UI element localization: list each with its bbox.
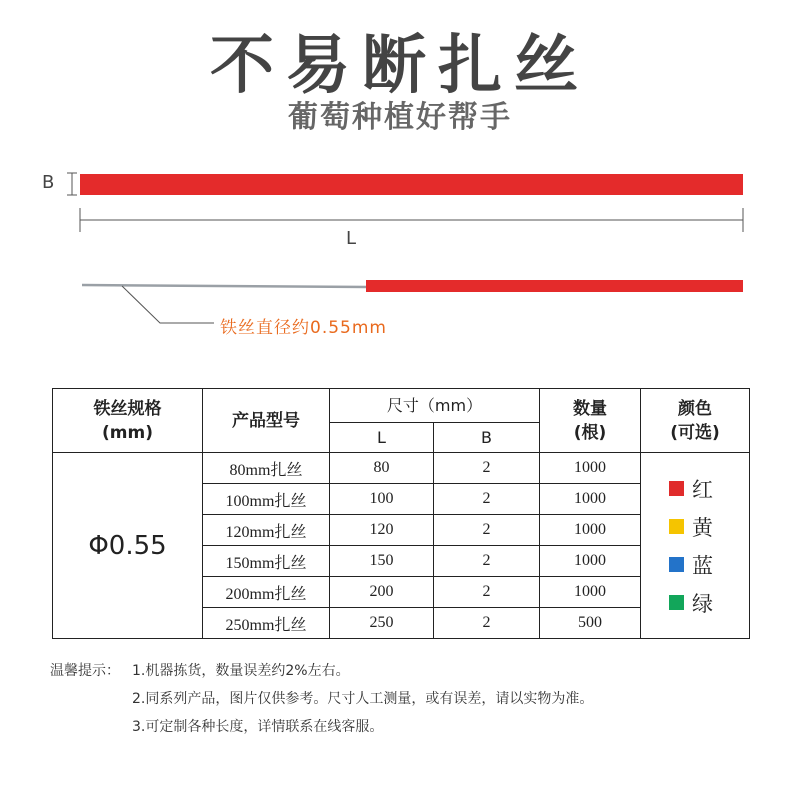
page-subtitle: 葡萄种植好帮手 [288, 100, 512, 135]
color-list [669, 474, 749, 618]
row-b: 2 [434, 515, 540, 546]
note-row [50, 657, 593, 685]
row-l: 200 [330, 577, 434, 608]
note-item: 1.机器拣货，数量误差约2%左右。 [132, 663, 350, 679]
row-l: 120 [330, 515, 434, 546]
green-swatch [669, 595, 684, 610]
row-qty: 500 [540, 608, 641, 639]
header-qty [540, 389, 641, 453]
page-title: 不易断扎丝 [210, 29, 590, 103]
header-spec-label: 铁丝规格 [93, 398, 162, 419]
note-item: 2.同系列产品，图片仅供参考。尺寸人工测量，或有误差，请以实物为准。 [132, 691, 594, 707]
row-model: 120mm扎丝 [203, 515, 330, 546]
wire-core [82, 285, 368, 287]
color-option-blue [669, 550, 713, 580]
color-label: 蓝 [692, 553, 713, 578]
note-indent [50, 713, 132, 741]
header-spec [53, 389, 203, 453]
row-qty: 1000 [540, 577, 641, 608]
table-row [53, 453, 750, 484]
row-b: 2 [434, 577, 540, 608]
header-b: B [434, 423, 540, 453]
row-b: 2 [434, 453, 540, 484]
header-qty-unit: (根) [573, 422, 607, 443]
header-model: 产品型号 [203, 389, 330, 453]
row-qty: 1000 [540, 484, 641, 515]
row-model: 80mm扎丝 [203, 453, 330, 484]
color-option-yellow [669, 512, 713, 542]
row-model: 100mm扎丝 [203, 484, 330, 515]
row-qty: 1000 [540, 453, 641, 484]
b-dimension-label: B [42, 172, 55, 193]
color-label: 黄 [692, 515, 713, 540]
row-model: 200mm扎丝 [203, 577, 330, 608]
color-options [641, 453, 750, 639]
header-color [641, 389, 750, 453]
spec-value: Φ0.55 [53, 453, 203, 639]
header-spec-unit: (mm) [102, 422, 153, 443]
row-model: 250mm扎丝 [203, 608, 330, 639]
header-color-label: 颜色 [678, 398, 712, 419]
row-l: 250 [330, 608, 434, 639]
row-l: 80 [330, 453, 434, 484]
color-option-red [669, 474, 713, 504]
blue-swatch [669, 557, 684, 572]
header-color-note: (可选) [670, 422, 720, 443]
yellow-swatch [669, 519, 684, 534]
color-label: 红 [692, 477, 713, 502]
note-row [50, 685, 593, 713]
notes-prefix: 温馨提示： [50, 663, 120, 679]
tie-wire-full [80, 174, 743, 195]
row-qty: 1000 [540, 515, 641, 546]
leader-line [122, 286, 214, 323]
spec-table [52, 388, 750, 639]
header-qty-label: 数量 [573, 398, 607, 419]
row-b: 2 [434, 484, 540, 515]
note-row [50, 713, 593, 741]
row-qty: 1000 [540, 546, 641, 577]
row-model: 150mm扎丝 [203, 546, 330, 577]
color-option-green [669, 588, 713, 618]
row-b: 2 [434, 608, 540, 639]
note-indent [50, 685, 132, 713]
header-l: L [330, 423, 434, 453]
row-l: 150 [330, 546, 434, 577]
row-b: 2 [434, 546, 540, 577]
color-label: 绿 [692, 591, 713, 616]
header-size: 尺寸（mm） [330, 389, 540, 423]
l-dimension-label: L [346, 228, 357, 249]
tie-wire-coated [366, 280, 743, 292]
row-l: 100 [330, 484, 434, 515]
note-item: 3.可定制各种长度，详情联系在线客服。 [132, 719, 384, 735]
notes [50, 657, 593, 741]
wire-diameter-label: 铁丝直径约0.55mm [220, 318, 387, 338]
red-swatch [669, 481, 684, 496]
